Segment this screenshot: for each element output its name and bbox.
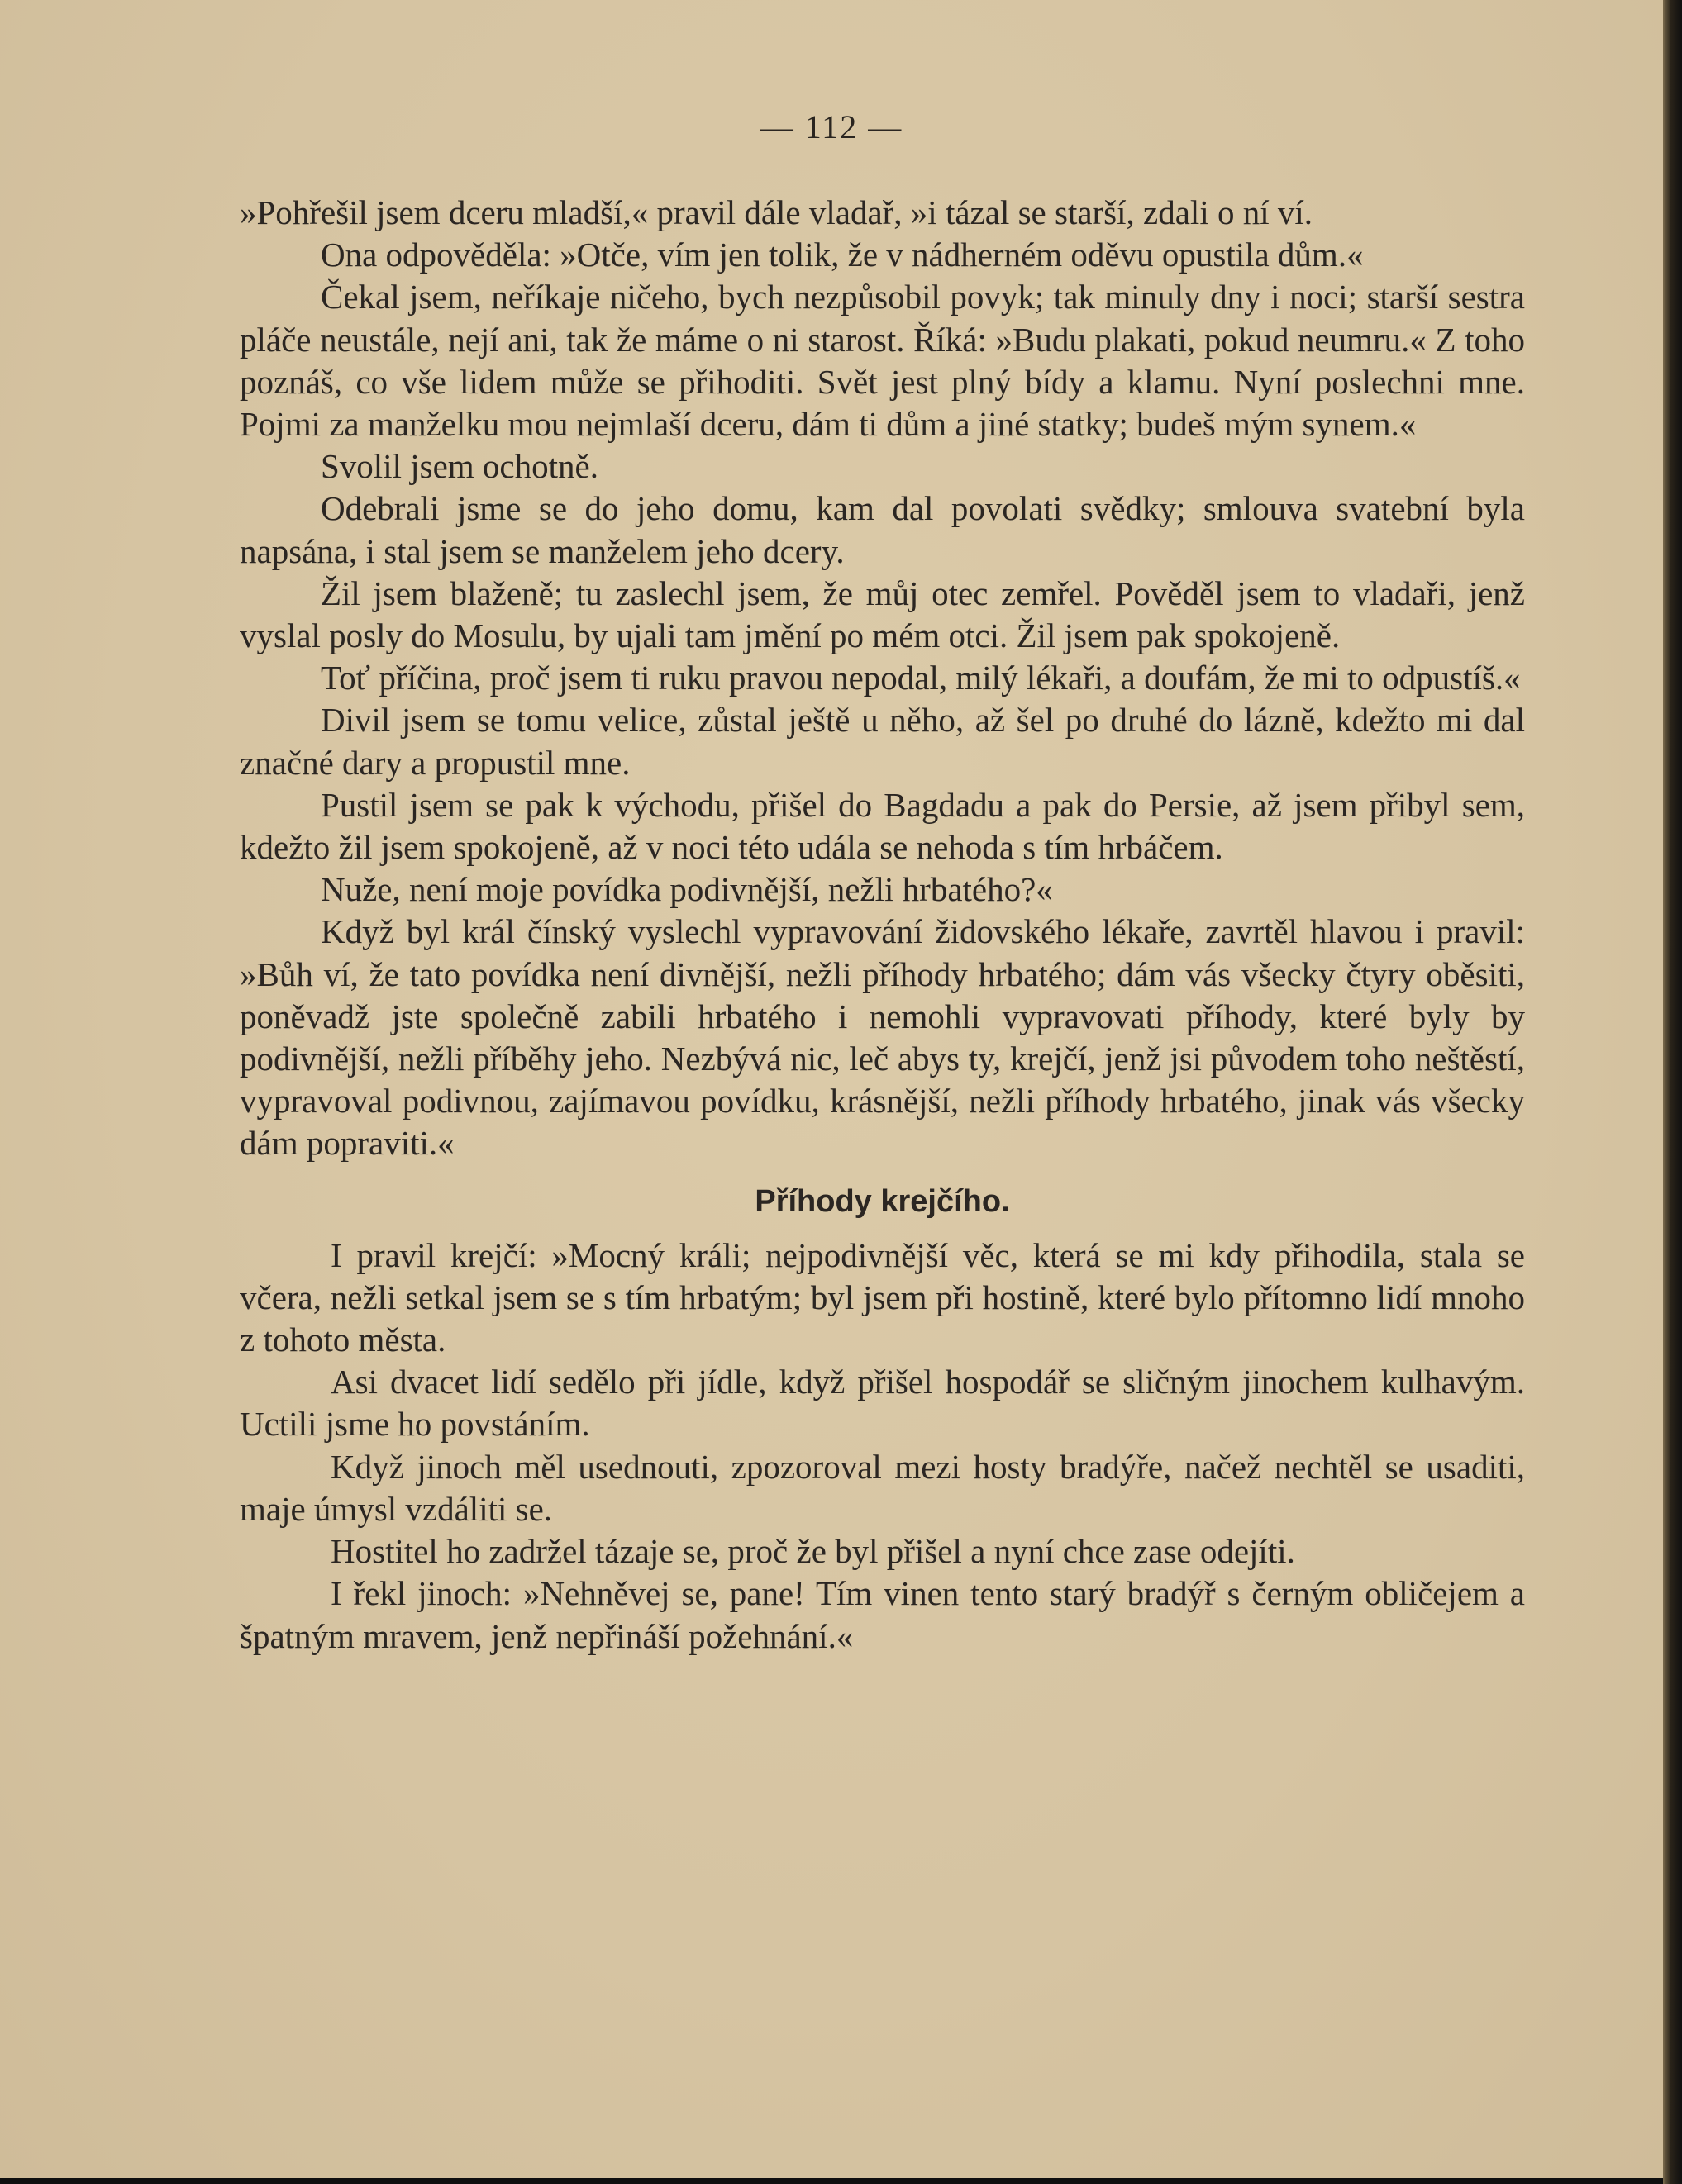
paragraph: Ona odpověděla: »Otče, vím jen tolik, že v nádherném oděvu opustila dům.«	[321, 236, 1364, 274]
page-text	[240, 192, 1525, 1658]
paragraph: Když jinoch měl usednouti, zpozoroval mezi hosty bradýře, načež nechtěl se usaditi, maje úmysl vzdáliti se.	[240, 1447, 1525, 1528]
paragraph: »Pohřešil jsem dceru mladší,« pravil dále vladař, »i tázal se starší, zdali o ní ví.	[240, 193, 1313, 231]
paragraph: Pustil jsem se pak k východu, přišel do Bagdadu a pak do Persie, až jsem přibyl sem, kdežto žil jsem spokojeně, až v noci této udála se nehoda s tím hrbáčem.	[240, 785, 1525, 867]
paragraph: Asi dvacet lidí sedělo při jídle, když přišel hospodář se sličným jinochem kulhavým. Uctili jsme ho povstáním.	[240, 1363, 1525, 1444]
paragraph: Hostitel ho zadržel tázaje se, proč že byl přišel a nyní chce zase odejíti.	[331, 1532, 1295, 1571]
paragraph: Odebrali jsme se do jeho domu, kam dal povolati svědky; smlouva svatební byla napsána, i stal jsem se manželem jeho dcery.	[240, 489, 1525, 570]
paragraph: Svolil jsem ochotně.	[321, 447, 598, 486]
paragraph: I pravil krejčí: »Mocný králi; nejpodivnější věc, která se mi kdy přihodila, stala se včera, nežli setkal jsem se s tím hrbatým; byl jsem při hostině, které bylo přítomno lidí mnoho z tohoto města.	[240, 1235, 1525, 1359]
paragraph: Když byl král čínský vyslechl vypravování židovského lékaře, zavrtěl hlavou i pravil: »Bůh ví, že tato povídka není divnější, nežli příhody hrbatého; dám vás všecky čtyry oběsiti, poněvadž jste společně zabili hrbatého i nemohli vypravovati příhody, které byly by podivnější, nežli příběhy jeho. Nezbývá nic, leč abys ty, krejčí, jenž jsi původem toho neštěstí, vypravoval podivnou, zajímavou povídku, krásnější, nežli příhody hrbatého, jinak vás všecky dám popraviti.«	[240, 912, 1525, 1163]
paragraph: Nuže, není moje povídka podivnější, nežli hrbatého?«	[321, 870, 1053, 909]
paragraph: Divil jsem se tomu velice, zůstal ještě u něho, až šel po druhé do lázně, kdežto mi dal značné dary a propustil mne.	[240, 701, 1525, 782]
paragraph: I řekl jinoch: »Nehněvej se, pane! Tím vinen tento starý bradýř s černým obličejem a špatným mravem, jenž nepřináší požehnání.«	[240, 1574, 1525, 1655]
book-spine-edge	[1663, 0, 1682, 2184]
paragraph: Toť příčina, proč jsem ti ruku pravou nepodal, milý lékaři, a doufám, že mi to odpustíš.«	[321, 659, 1521, 697]
paragraph: Čekal jsem, neříkaje ničeho, bych nezpůsobil povyk; tak minuly dny i noci; starší sestra pláče neustále, nejí ani, tak že máme o ni starost. Říká: »Budu plakati, pokud neumru.« Z toho poznáš, co vše lidem může se přihoditi. Svět jest plný bídy a klamu. Nyní poslechni mne. Pojmi za manželku mou nejmlaší dceru, dám ti dům a jiné statky; budeš mým synem.«	[240, 278, 1525, 444]
page-number: — 112 —	[760, 108, 903, 145]
section-heading: Příhody krejčího.	[755, 1183, 1010, 1219]
paragraph: Žil jsem blaženě; tu zaslechl jsem, že můj otec zemřel. Pověděl jsem to vladaři, jenž vyslal posly do Mosulu, by ujali tam jmění po mém otci. Žil jsem pak spokojeně.	[240, 573, 1525, 655]
